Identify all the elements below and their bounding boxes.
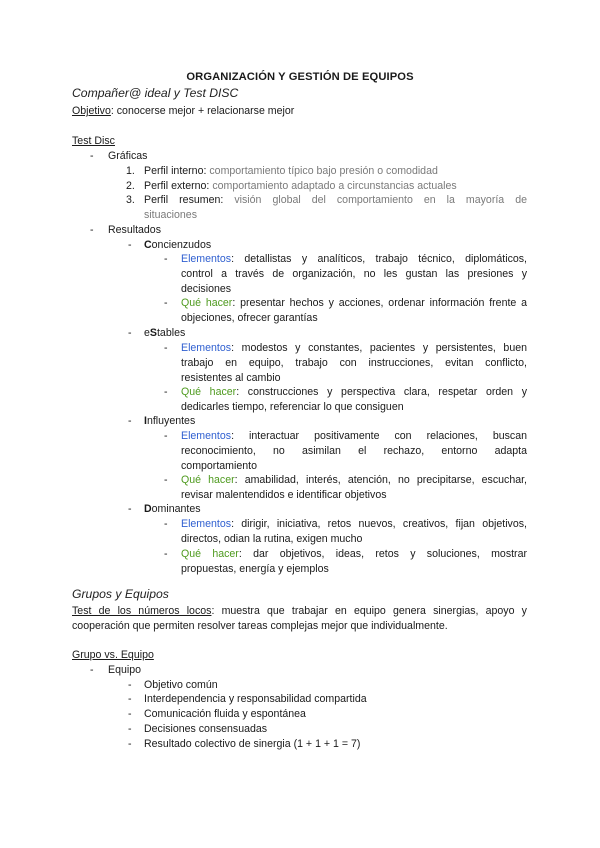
bullet-dash: - [164,518,168,530]
objective-label: Objetivo [72,105,111,117]
profile-dominantes: Dominantes [144,503,201,515]
perfil-number: 1. [126,165,135,177]
bullet-dash: - [164,548,168,560]
bullet-dash: - [164,342,168,354]
list-item: Interdependencia y responsabilidad compartida [144,693,367,705]
bullet-dash: - [128,708,132,720]
test-disc-heading: Test Disc [72,135,115,147]
bullet-dash: - [164,297,168,309]
bullet-dash: - [164,386,168,398]
grupos-heading: Grupos y Equipos [72,587,169,601]
profile-concienzudos: Concienzudos [144,239,212,251]
bullet-dash: - [128,679,132,691]
grupo-vs-equipo-heading: Grupo vs. Equipo [72,649,154,661]
bullet-dash: - [128,738,132,750]
bullet-dash: - [164,253,168,265]
bullet-dash: - [128,693,132,705]
perfil-externo: Perfil externo: comportamiento adaptado a circunstancias actuales [144,180,457,192]
estables-elementos: Elementos: modestos y constantes, pacientes y persistentes, buen trabajo en equipo, trabajo con instrucciones, evitan conflicto, resistentes al cambio [181,342,527,384]
bullet-dash: - [164,474,168,486]
profile-influyentes: Influyentes [144,415,196,427]
dominantes-que-hacer: Qué hacer: dar objetivos, ideas, retos y soluciones, mostrar propuestas, energía y ejemplos [181,548,528,575]
concienzudos-que-hacer: Qué hacer: presentar hechos y acciones, ordenar información frente a objeciones, ofrecer garantías [181,297,527,324]
equipo-label: Equipo [108,664,141,676]
profile-estables: eStables [144,327,186,339]
bullet-dash: - [90,224,94,236]
graficas-label: Gráficas [108,150,148,162]
bullet-dash: - [90,150,94,162]
concienzudos-elementos: Elementos: detallistas y analíticos, trabajo técnico, diplomáticos, control a través de organización, no les gustan las presiones y decisiones [181,253,527,295]
bullet-dash: - [128,327,132,339]
perfil-interno: Perfil interno: comportamiento típico bajo presión o comodidad [144,165,438,177]
perfil-number: 2. [126,180,135,192]
resultados-label: Resultados [108,224,161,236]
bullet-dash: - [128,239,132,251]
influyentes-elementos: Elementos: interactuar positivamente con relaciones, buscan reconocimiento, no asimilan el rechazo, entorno adapta comportamiento [181,430,527,472]
objective-line [72,104,294,119]
bullet-dash: - [90,664,94,676]
estables-que-hacer: Qué hacer: construcciones y perspectiva clara, respetar orden y dedicarles tiempo, referenciar lo que consiguen [181,386,528,413]
dominantes-elementos: Elementos: dirigir, iniciativa, retos nuevos, creativos, fijan objetivos, directos, odian la rutina, exigen mucho [181,518,527,545]
perfil-resumen: Perfil resumen: visión global del comportamiento en la mayoría de situaciones [144,194,527,221]
bullet-dash: - [128,415,132,427]
objective-text: : conocerse mejor + relacionarse mejor [110,105,295,117]
list-item: Comunicación fluida y espontánea [144,708,306,720]
subtitle: Compañer@ ideal y Test DISC [72,86,239,100]
list-item: Decisiones consensuadas [144,723,268,735]
bullet-dash: - [164,430,168,442]
grupos-paragraph: Test de los números locos: muestra que trabajar en equipo genera sinergias, apoyo y cooperación que permiten resolver tareas complejas mejor que individualmente. [72,605,527,632]
list-item: Resultado colectivo de sinergia (1 + 1 + 1 = 7) [144,738,361,750]
influyentes-que-hacer: Qué hacer: amabilidad, interés, atención, no precipitarse, escuchar, revisar malentendidos e identificar objetivos [181,474,527,501]
bullet-dash: - [128,503,132,515]
perfil-number: 3. [126,194,135,206]
bullet-dash: - [128,723,132,735]
page-title: ORGANIZACIÓN Y GESTIÓN DE EQUIPOS [186,71,414,83]
list-item: Objetivo común [144,679,218,691]
